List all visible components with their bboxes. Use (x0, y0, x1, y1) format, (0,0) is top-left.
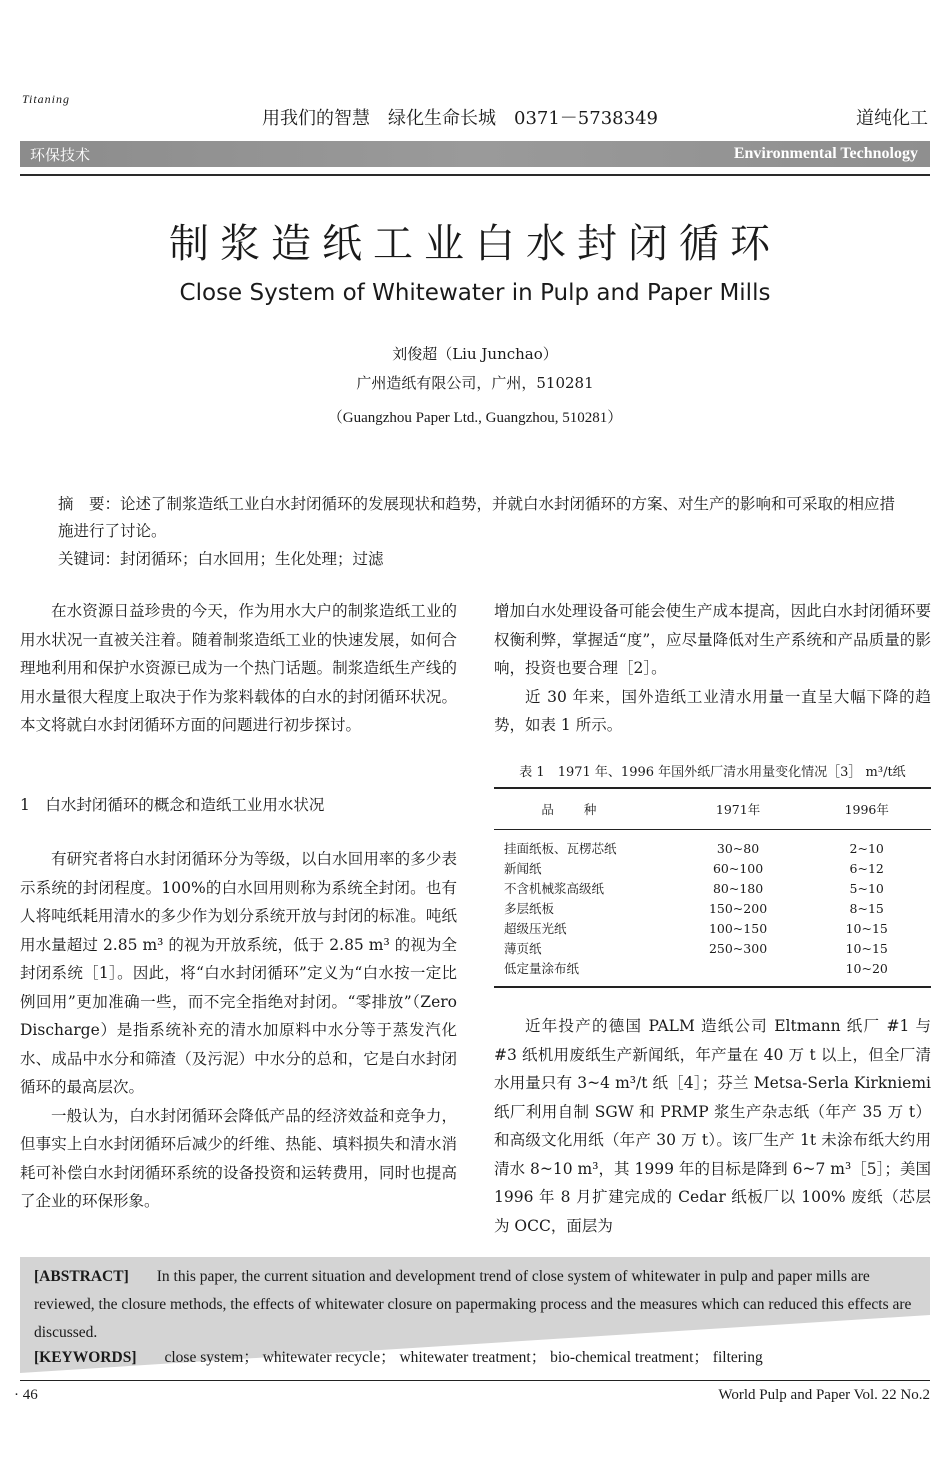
header-slogan: 用我们的智慧 绿化生命长城 0371－5738349 (262, 108, 658, 129)
journal-footer: World Pulp and Paper Vol. 22 No.2 (718, 1387, 930, 1403)
table-cell (674, 958, 803, 987)
table-caption: 表 1 1971 年、1996 年国外纸厂清水用量变化情况［3］ m³/t纸 (519, 765, 906, 780)
table-cell: 250~300 (708, 940, 768, 956)
page-number: · 46 (14, 1387, 38, 1403)
table-row (494, 898, 931, 918)
table-cell: 150~200 (708, 900, 768, 916)
table-cell: 低定量涂布纸 (504, 961, 580, 976)
table-row (494, 918, 931, 938)
table-cell: 100~150 (708, 920, 768, 936)
article-author: 刘俊超（Liu Junchao） (392, 345, 558, 363)
table-cell: 薄页纸 (504, 941, 542, 956)
table-cell: 5~10 (849, 880, 884, 896)
section-band (20, 141, 930, 167)
body-column-right-top (494, 597, 931, 740)
affiliation-zh: 广州造纸有限公司，广州，510281 (356, 374, 594, 392)
table-cell: 超级压光纸 (504, 921, 567, 936)
table-row (494, 830, 931, 859)
section-heading: 1 白水封闭循环的概念和造纸工业用水状况 (20, 796, 325, 814)
table-row (494, 938, 931, 958)
abstract-label: [ABSTRACT] (34, 1268, 129, 1285)
table-header-cell: 1971年 (715, 802, 761, 817)
table-cell: 10~20 (845, 960, 888, 976)
table-header-row (494, 788, 931, 830)
table-cell: 10~15 (845, 940, 888, 956)
table-cell: 新闻纸 (504, 861, 542, 876)
body-column-left-bottom (20, 845, 457, 1216)
table-cell: 挂面纸板、瓦楞芯纸 (504, 841, 617, 856)
english-abstract-band (20, 1257, 930, 1373)
table-row (494, 878, 931, 898)
table-cell: 8~15 (849, 900, 884, 916)
section-label-zh: 环保技术 (30, 146, 91, 164)
table-cell: 多层纸板 (504, 901, 555, 916)
table-header-cell: 1996年 (844, 802, 889, 817)
english-keywords (34, 1345, 763, 1367)
table-cell: 10~15 (845, 920, 888, 936)
header-rule (20, 174, 930, 176)
table-cell: 2~10 (849, 840, 884, 856)
paragraph: 一般认为，白水封闭循环会降低产品的经济效益和竞争力，但事实上白水封闭循环后减少的纤维、热能、填料损失和清水消耗可补偿白水封闭循环系统的设备投资和运转费用，同时也提高了企业的环保形象。 (20, 1106, 457, 1210)
journal-brand: Titaning (22, 92, 71, 106)
paragraph: 在水资源日益珍贵的今天，作为用水大户的制浆造纸工业的用水状况一直被关注着。随着制浆造纸工业的快速发展，如何合理地利用和保护水资源已成为一个热门话题。制浆造纸生产线的用水量很大程度上取决于作为浆料载体的白水的封闭循环状况。本文将就白水封闭循环方面的问题进行初步探讨。 (20, 602, 457, 734)
affiliation-en: （Guangzhou Paper Ltd., Guangzhou, 510281） (327, 410, 623, 426)
paragraph: 近年投产的德国 PALM 造纸公司 Eltmann 纸厂 #1 与 #3 纸机用废纸生产新闻纸，年产量在 40 万 t 以上，但全厂清水用量只有 3~4 m³/t 纸［4］；芬兰 Metsa-Serla Kirkniemi 纸厂利用自制 SGW 和 PRMP 浆生产杂志纸（年产 35 万 t）和高级文化用纸（年产 30 万 t）。该厂生产 1t 未涂布纸大约用清水 8~10 m³，其 1999 年的目标是降到 6~7 m³［5］；美国 1996 年 8 月扩建完成的 Cedar 纸板厂以 100% 废纸（芯层为 OCC，面层为 (494, 1017, 931, 1235)
keywords-text: close system； whitewater recycle； whitewater treatment； bio-chemical treatment； filtering (164, 1349, 763, 1366)
body-column-left-top (20, 597, 457, 740)
paragraph: 近 30 年来，国外造纸工业清水用量一直呈大幅下降的趋势，如表 1 所示。 (494, 687, 931, 734)
table-cell: 30~80 (716, 840, 760, 856)
keywords-label: [KEYWORDS] (34, 1349, 137, 1366)
abstract-text: In this paper, the current situation and development trend of close system of whitewater in pulp and paper mills are reviewed, the closure methods, the effects of whitewater closure on papermaking process and the measures which can reduced this effects are discussed. (34, 1268, 912, 1341)
table-cell: 80~180 (712, 880, 764, 896)
abstract-zh: 摘 要：论述了制浆造纸工业白水封闭循环的发展现状和趋势，并就白水封闭循环的方案、对生产的影响和可采取的相应措施进行了讨论。 (58, 495, 896, 540)
footer-rule (20, 1380, 930, 1381)
body-column-right-bottom (494, 1012, 931, 1240)
section-label-en: Environmental Technology (733, 145, 918, 162)
article-title-en: Close System of Whitewater in Pulp and Paper Mills (179, 280, 771, 306)
table-row (494, 958, 931, 987)
article-title-zh: 制浆造纸工业白水封闭循环 (169, 221, 781, 267)
table-header-cell: 品种 (541, 802, 627, 817)
paragraph: 增加白水处理设备可能会使生产成本提高，因此白水封闭循环要权衡利弊，掌握适“度”，应尽量降低对生产系统和产品质量的影响，投资也要合理［2］。 (494, 602, 931, 677)
table-cell: 6~12 (849, 860, 884, 876)
table-cell: 不含机械浆高级纸 (504, 881, 605, 896)
english-abstract (34, 1263, 919, 1347)
keywords-zh: 关键词：封闭循环；白水回用；生化处理；过滤 (58, 550, 384, 568)
water-usage-table (494, 787, 931, 988)
table-row (494, 858, 931, 878)
paragraph: 有研究者将白水封闭循环分为等级，以白水回用率的多少表示系统的封闭程度。100%的白水回用则称为系统全封闭。也有人将吨纸耗用清水的多少作为划分系统开放与封闭的标准。吨纸用水量超过 2.85 m³ 的视为开放系统，低于 2.85 m³ 的视为全封闭系统［1］。因此，将“白水封闭循环”定义为“白水按一定比例回用”更加准确一些，而不完全指绝对封闭。“零排放”（Zero Discharge）是指系统补充的清水加原料中水分等于蒸发汽化水、成品中水分和筛渣（及污泥）中水分的总和，它是白水封闭循环的最高层次。 (20, 850, 457, 1096)
table-cell: 60~100 (712, 860, 764, 876)
header-company: 道纯化工 (856, 108, 928, 129)
